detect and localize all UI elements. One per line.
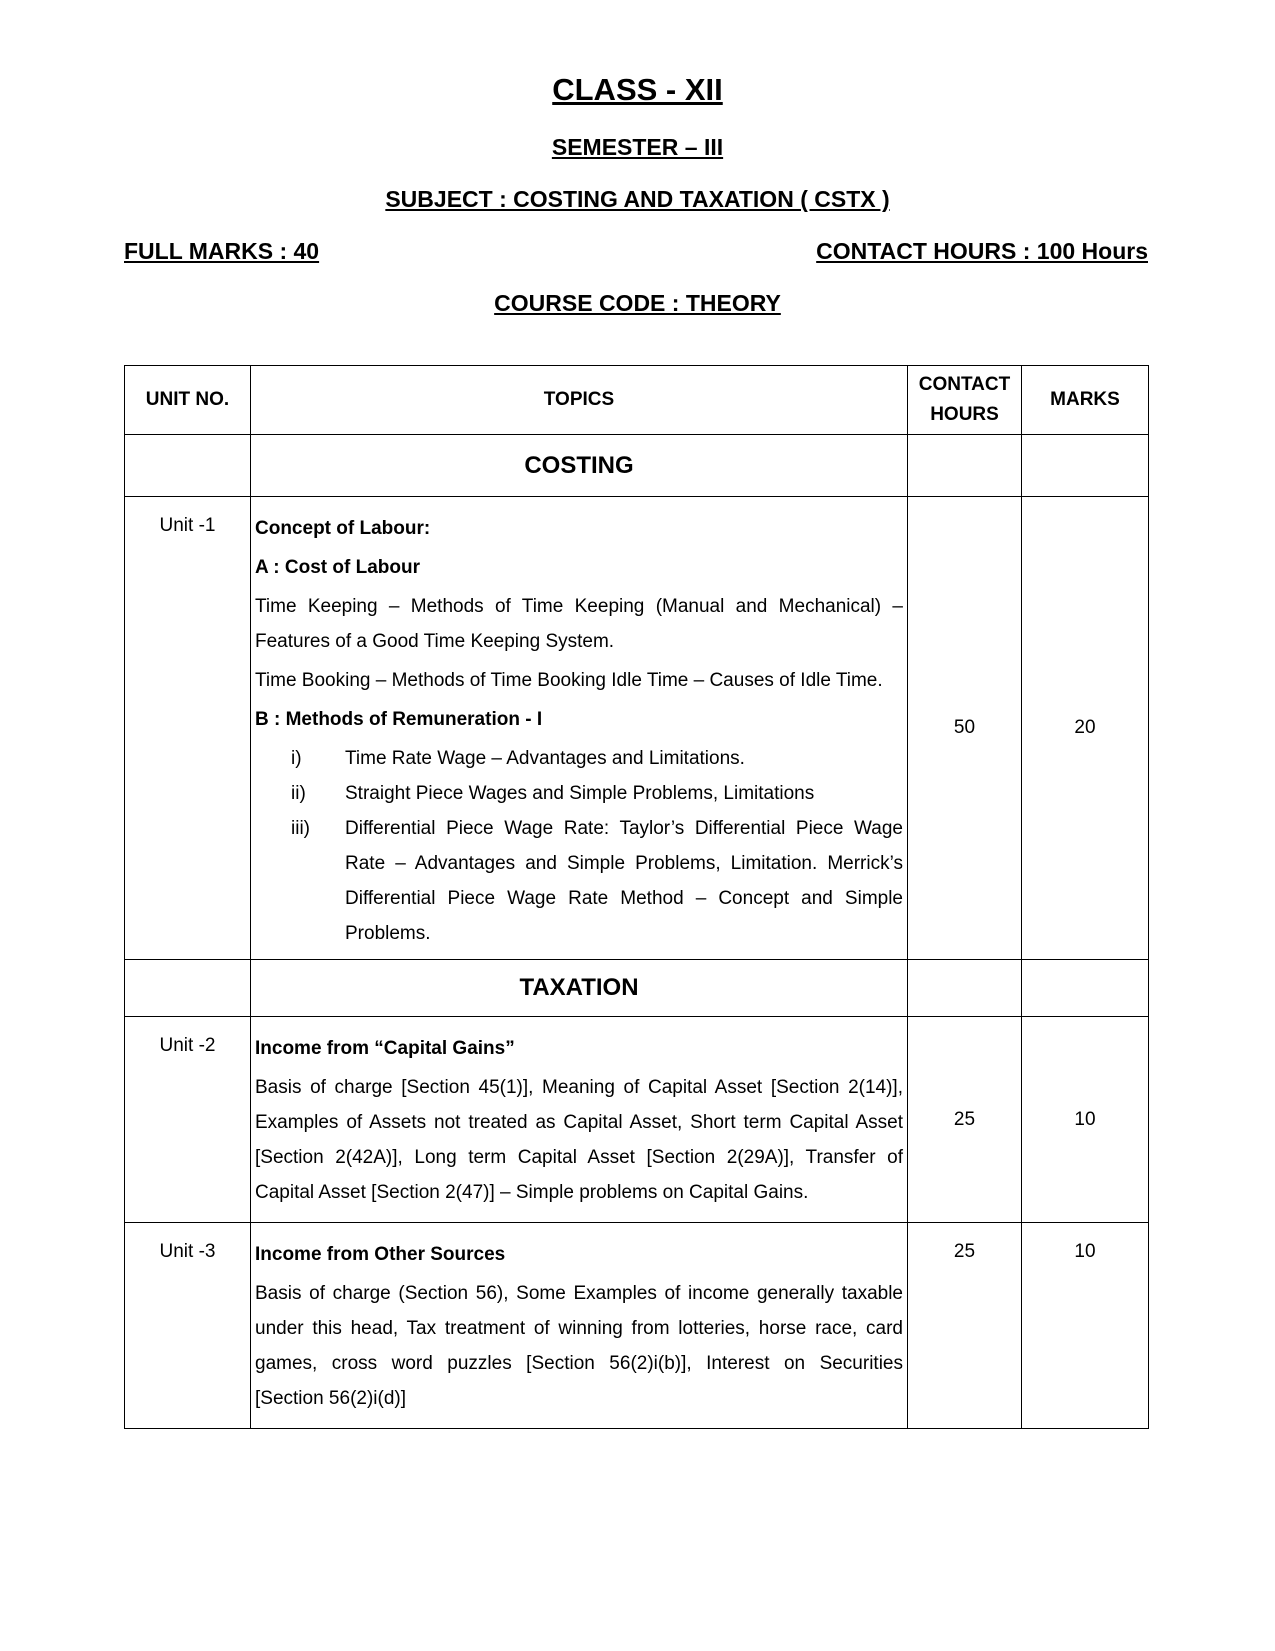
subject-heading: SUBJECT : COSTING AND TAXATION ( CSTX ): [385, 186, 890, 212]
unit1-p2: Time Booking – Methods of Time Booking Idle Time – Causes of Idle Time.: [255, 670, 883, 691]
unit1-a-head: A : Cost of Labour: [255, 557, 420, 578]
unit2-label: Unit -2: [125, 1017, 251, 1223]
unit1-label: Unit -1: [125, 497, 251, 960]
table-row-unit2: [125, 1017, 1149, 1223]
col-hours-header: CONTACT HOURS: [908, 366, 1022, 435]
unit1-topics: [251, 497, 908, 960]
unit2-topics: [251, 1017, 908, 1223]
section-taxation: TAXATION: [251, 960, 908, 1017]
unit3-marks: 10: [1022, 1223, 1149, 1429]
table-row-unit1: [125, 497, 1149, 960]
unit3-body: Basis of charge (Section 56), Some Examples of income generally taxable under this head, Tax treatment of winning from lotteries, horse race, card games, cross word puzzles [Section 56(2)i(b)], Interest on Securities [Section 56(2)i(d)]: [255, 1283, 903, 1409]
unit3-hours: 25: [908, 1223, 1022, 1429]
class-heading: CLASS - XII: [552, 72, 723, 107]
section-row-taxation: [125, 960, 1149, 1017]
semester-heading: SEMESTER – III: [551, 134, 724, 160]
table-header-row: [125, 366, 1149, 435]
unit2-body: Basis of charge [Section 45(1)], Meaning of Capital Asset [Section 2(14)], Examples of Assets not treated as Capital Asset, Short term Capital Asset [Section 2(42A)], Long term Capital Asset [Section 2(29A)], Transfer of Capital Asset [Section 2(47)] – Simple problems on Capital Gains.: [255, 1077, 903, 1203]
unit1-list: [291, 741, 903, 951]
unit3-title: Income from Other Sources: [255, 1244, 506, 1265]
unit3-topics: [251, 1223, 908, 1429]
list-item: iii) Differential Piece Wage Rate: Taylor’s Differential Piece Wage Rate – Advantages and Simple Problems, Limitation. Merrick’s Differential Piece Wage Rate Method – Concept and Simple Problems.: [291, 818, 903, 944]
unit1-p1: Time Keeping – Methods of Time Keeping (Manual and Mechanical) – Features of a Good Time Keeping System.: [255, 596, 903, 652]
col-marks-header: MARKS: [1022, 366, 1149, 435]
course-code-heading: COURSE CODE : THEORY: [494, 290, 781, 316]
unit1-hours: 50: [908, 497, 1022, 960]
unit2-title: Income from “Capital Gains”: [255, 1038, 515, 1059]
list-item: i) Time Rate Wage – Advantages and Limitations.: [291, 748, 745, 769]
col-unit-header: UNIT NO.: [125, 366, 251, 435]
section-costing: COSTING: [251, 435, 908, 497]
syllabus-table: [124, 365, 1149, 1429]
unit1-b-head: B : Methods of Remuneration - I: [255, 709, 543, 730]
col-topics-header: TOPICS: [251, 366, 908, 435]
unit2-marks: 10: [1022, 1017, 1149, 1223]
section-row-costing: [125, 435, 1149, 497]
unit1-marks: 20: [1022, 497, 1149, 960]
unit2-hours: 25: [908, 1017, 1022, 1223]
full-marks: FULL MARKS : 40: [124, 238, 320, 264]
unit1-title: Concept of Labour:: [255, 518, 431, 539]
table-row-unit3: [125, 1223, 1149, 1429]
unit3-label: Unit -3: [125, 1223, 251, 1429]
list-item: ii) Straight Piece Wages and Simple Problems, Limitations: [291, 783, 815, 804]
contact-hours: CONTACT HOURS : 100 Hours: [816, 238, 1148, 264]
